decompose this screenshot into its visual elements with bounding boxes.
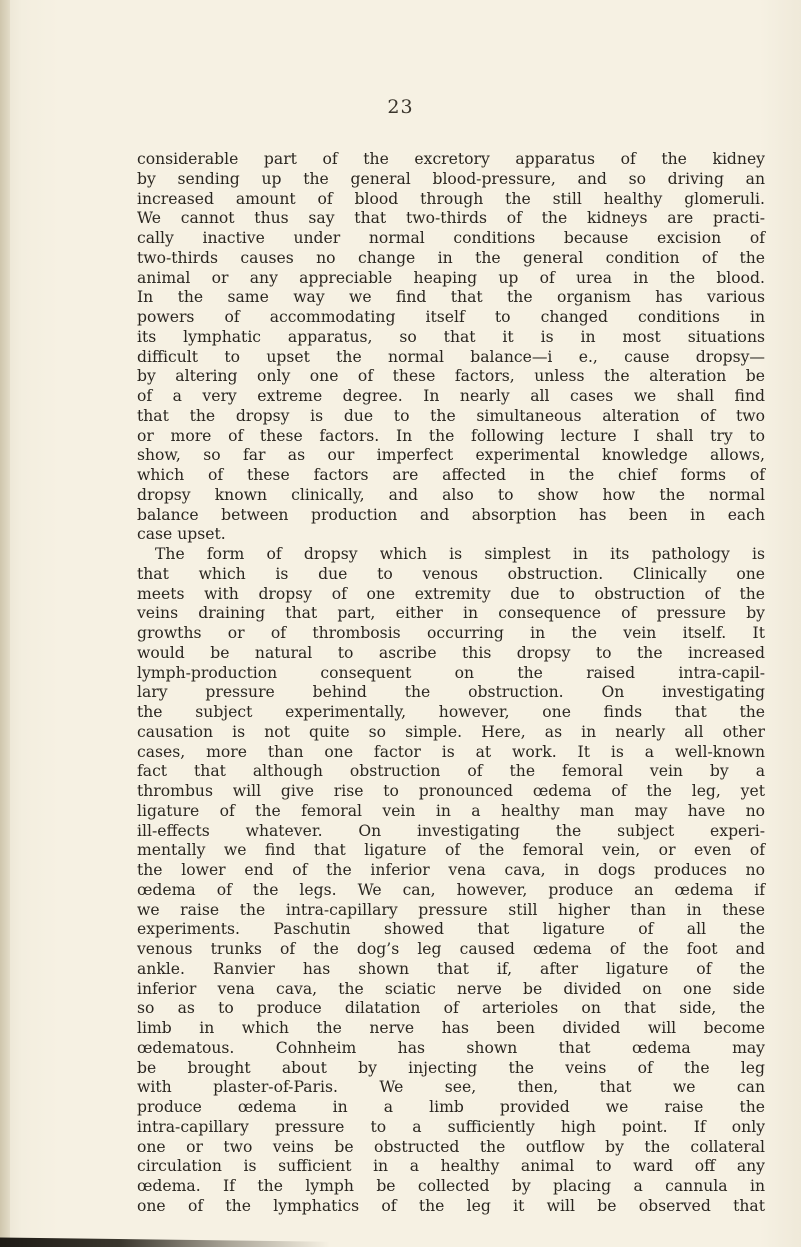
text-line: The form of dropsy which is simplest in its pathology is	[155, 545, 765, 563]
text-line: causation is not quite so simple. Here, as in nearly all other	[137, 722, 765, 741]
text-line: one of the lymphatics of the leg it will be observed that	[137, 1196, 765, 1215]
text-line: fact that although obstruction of the femoral vein by a	[137, 762, 765, 781]
text-line: or more of these factors. In the following lecture I shall try to	[137, 426, 765, 445]
text-line: cally inactive under normal conditions because excision of	[137, 229, 765, 247]
text-line: growths or of thrombosis occurring in the vein itself. It	[137, 624, 765, 642]
text-line: by sending up the general blood-pressure, and so driving an	[137, 169, 765, 188]
text-line: one or two veins be obstructed the outflow by the collateral	[137, 1137, 765, 1156]
text-line: balance between production and absorption has been in each	[137, 505, 765, 524]
text-line: We cannot thus say that two-thirds of the kidneys are practi-	[137, 209, 765, 228]
body-text	[137, 150, 765, 1217]
text-line: of a very extreme degree. In nearly all cases we shall find	[137, 387, 765, 405]
text-line: the lower end of the inferior vena cava, in dogs produces no	[137, 861, 765, 879]
text-line: veins draining that part, either in consequence of pressure by	[137, 604, 765, 623]
text-line: with plaster-of-Paris. We see, then, that we can	[137, 1078, 765, 1097]
text-line: In the same way we find that the organism has various	[137, 288, 765, 307]
text-line: thrombus will give rise to pronounced œdema of the leg, yet	[137, 782, 765, 800]
text-line: that which is due to venous obstruction. Clinically one	[137, 564, 765, 583]
text-line: ankle. Ranvier has shown that if, after ligature of the	[137, 959, 765, 978]
text-line: limb in which the nerve has been divided will become	[137, 1019, 765, 1037]
text-line: animal or any appreciable heaping up of urea in the blood.	[137, 268, 765, 287]
text-line: œdematous. Cohnheim has shown that œdema may	[137, 1038, 765, 1057]
text-line: by altering only one of these factors, unless the alteration be	[137, 367, 765, 386]
text-line: which of these factors are affected in the chief forms of	[137, 466, 765, 484]
text-line: considerable part of the excretory apparatus of the kidney	[137, 150, 765, 168]
binding-edge	[0, 0, 10, 1247]
text-line: its lymphatic apparatus, so that it is in most situations	[137, 327, 765, 346]
text-line: that the dropsy is due to the simultaneous alteration of two	[137, 406, 765, 425]
text-line: œdema of the legs. We can, however, produce an œdema if	[137, 880, 765, 899]
text-line: so as to produce dilatation of arterioles on that side, the	[137, 999, 765, 1018]
text-line: we raise the intra-capillary pressure still higher than in these	[137, 900, 765, 919]
text-line: two-thirds causes no change in the general condition of the	[137, 248, 765, 267]
text-line: case upset.	[137, 525, 226, 544]
text-line: the subject experimentally, however, one finds that the	[137, 703, 765, 721]
text-line: would be natural to ascribe this dropsy to the increased	[137, 643, 765, 662]
text-line: experiments. Paschutin showed that ligature of all the	[137, 920, 765, 939]
text-line: œdema. If the lymph be collected by placing a cannula in	[137, 1177, 765, 1195]
text-line: lymph-production consequent on the raised intra-capil-	[137, 663, 765, 682]
text-line: ill-effects whatever. On investigating the subject experi-	[137, 821, 765, 840]
text-line: meets with dropsy of one extremity due to obstruction of the	[137, 584, 765, 603]
text-line: powers of accommodating itself to changed conditions in	[137, 308, 765, 326]
text-line: increased amount of blood through the still healthy glomeruli.	[137, 189, 765, 208]
text-line: show, so far as our imperfect experimental knowledge allows,	[137, 446, 765, 465]
page-number: 23	[387, 96, 414, 118]
text-line: cases, more than one factor is at work. It is a well-known	[137, 742, 765, 761]
scan-shadow	[0, 1226, 330, 1247]
text-line: ligature of the femoral vein in a healthy man may have no	[137, 801, 765, 820]
text-line: produce œdema in a limb provided we raise the	[137, 1098, 765, 1116]
text-line: inferior vena cava, the sciatic nerve be divided on one side	[137, 979, 765, 998]
text-line: intra-capillary pressure to a sufficiently high point. If only	[137, 1117, 765, 1136]
text-line: dropsy known clinically, and also to show how the normal	[137, 485, 765, 504]
text-line: circulation is sufficient in a healthy animal to ward off any	[137, 1157, 765, 1176]
text-line: venous trunks of the dog’s leg caused œdema of the foot and	[137, 940, 765, 958]
text-line: be brought about by injecting the veins of the leg	[137, 1058, 765, 1077]
text-line: lary pressure behind the obstruction. On investigating	[137, 683, 765, 702]
text-line: difficult to upset the normal balance—i e., cause dropsy—	[137, 347, 765, 366]
text-line: mentally we find that ligature of the femoral vein, or even of	[137, 841, 765, 860]
